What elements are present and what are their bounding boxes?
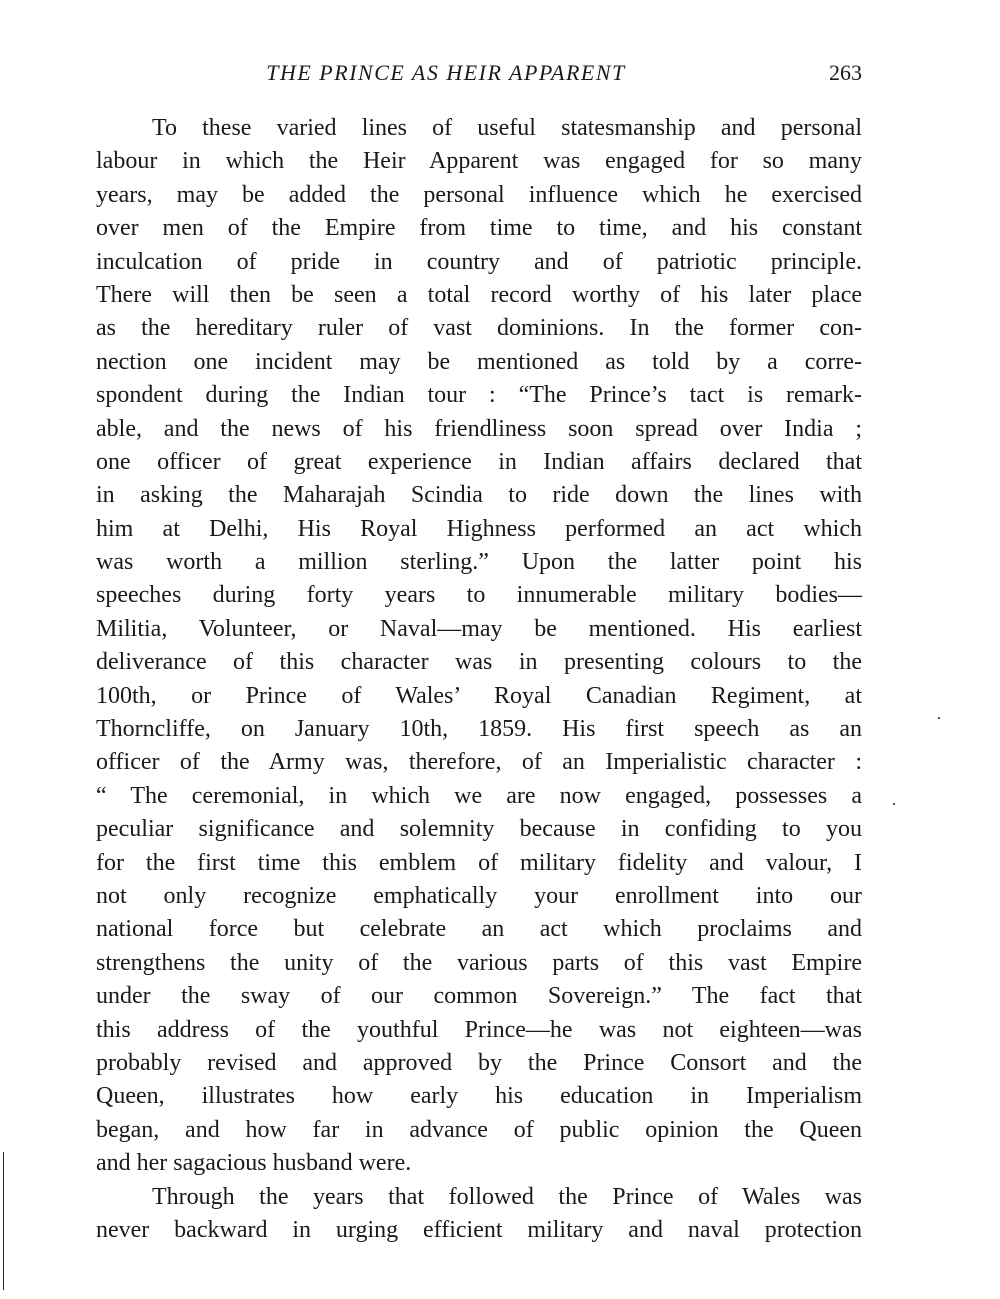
scan-speck: [938, 717, 940, 719]
text-line: not only recognize emphatically your enrollment into our: [96, 882, 862, 909]
text-line: as the hereditary ruler of vast dominions. In the former con-: [96, 315, 862, 342]
text-line: strengthens the unity of the various parts of this vast Empire: [96, 949, 862, 976]
text-line: for the first time this emblem of military fidelity and valour, I: [96, 849, 862, 876]
text-line: peculiar significance and solemnity because in confiding to you: [96, 816, 862, 843]
text-line: was worth a million sterling.” Upon the latter point his: [96, 549, 862, 576]
text-line: Militia, Volunteer, or Naval—may be mentioned. His earliest: [96, 615, 862, 642]
text-line: Thorncliffe, on January 10th, 1859. His first speech as an: [96, 716, 862, 743]
text-line: never backward in urging efficient military and naval protection: [96, 1216, 862, 1243]
text-line: speeches during forty years to innumerable military bodies—: [96, 582, 862, 609]
text-line: To these varied lines of useful statesmanship and personal: [152, 115, 862, 141]
text-line: able, and the news of his friendliness soon spread over India ;: [96, 415, 862, 442]
text-line: 100th, or Prince of Wales’ Royal Canadian Regiment, at: [96, 682, 862, 709]
text-line: national force but celebrate an act which proclaims and: [96, 916, 862, 943]
text-line: officer of the Army was, therefore, of an Imperialistic character :: [96, 749, 862, 776]
page-number: 263: [829, 60, 862, 85]
text-line: “ The ceremonial, in which we are now engaged, possesses a: [96, 782, 862, 809]
text-line: deliverance of this character was in presenting colours to the: [96, 649, 862, 676]
text-line: nection one incident may be mentioned as told by a corre-: [96, 348, 862, 375]
text-line: Through the years that followed the Prince of Wales was: [152, 1183, 862, 1210]
text-line: probably revised and approved by the Prince Consort and the: [96, 1049, 862, 1076]
text-line: inculcation of pride in country and of patriotic principle.: [96, 248, 862, 275]
running-head: [96, 58, 862, 88]
text-line: one officer of great experience in Indian affairs declared that: [96, 448, 862, 475]
running-title: THE PRINCE AS HEIR APPARENT: [266, 60, 626, 85]
body-text: [96, 112, 862, 1247]
text-line: labour in which the Heir Apparent was engaged for so many: [96, 148, 862, 175]
scan-speck: [893, 803, 895, 805]
text-line: in asking the Maharajah Scindia to ride down the lines with: [96, 482, 862, 509]
text-line: spondent during the Indian tour : “The Prince’s tact is remark-: [96, 382, 862, 409]
text-line: began, and how far in advance of public opinion the Queen: [96, 1116, 862, 1143]
text-line: There will then be seen a total record worthy of his later place: [96, 281, 862, 308]
text-line: under the sway of our common Sovereign.” The fact that: [96, 983, 862, 1010]
text-line: over men of the Empire from time to time, and his constant: [96, 215, 862, 242]
text-line: this address of the youthful Prince—he was not eighteen—was: [96, 1016, 862, 1043]
text-line: him at Delhi, His Royal Highness performed an act which: [96, 515, 862, 542]
text-line: Queen, illustrates how early his education in Imperialism: [96, 1083, 862, 1110]
scan-margin-line: [3, 1152, 4, 1290]
text-line: years, may be added the personal influence which he exercised: [96, 181, 862, 208]
text-line: and her sagacious husband were.: [96, 1150, 412, 1177]
